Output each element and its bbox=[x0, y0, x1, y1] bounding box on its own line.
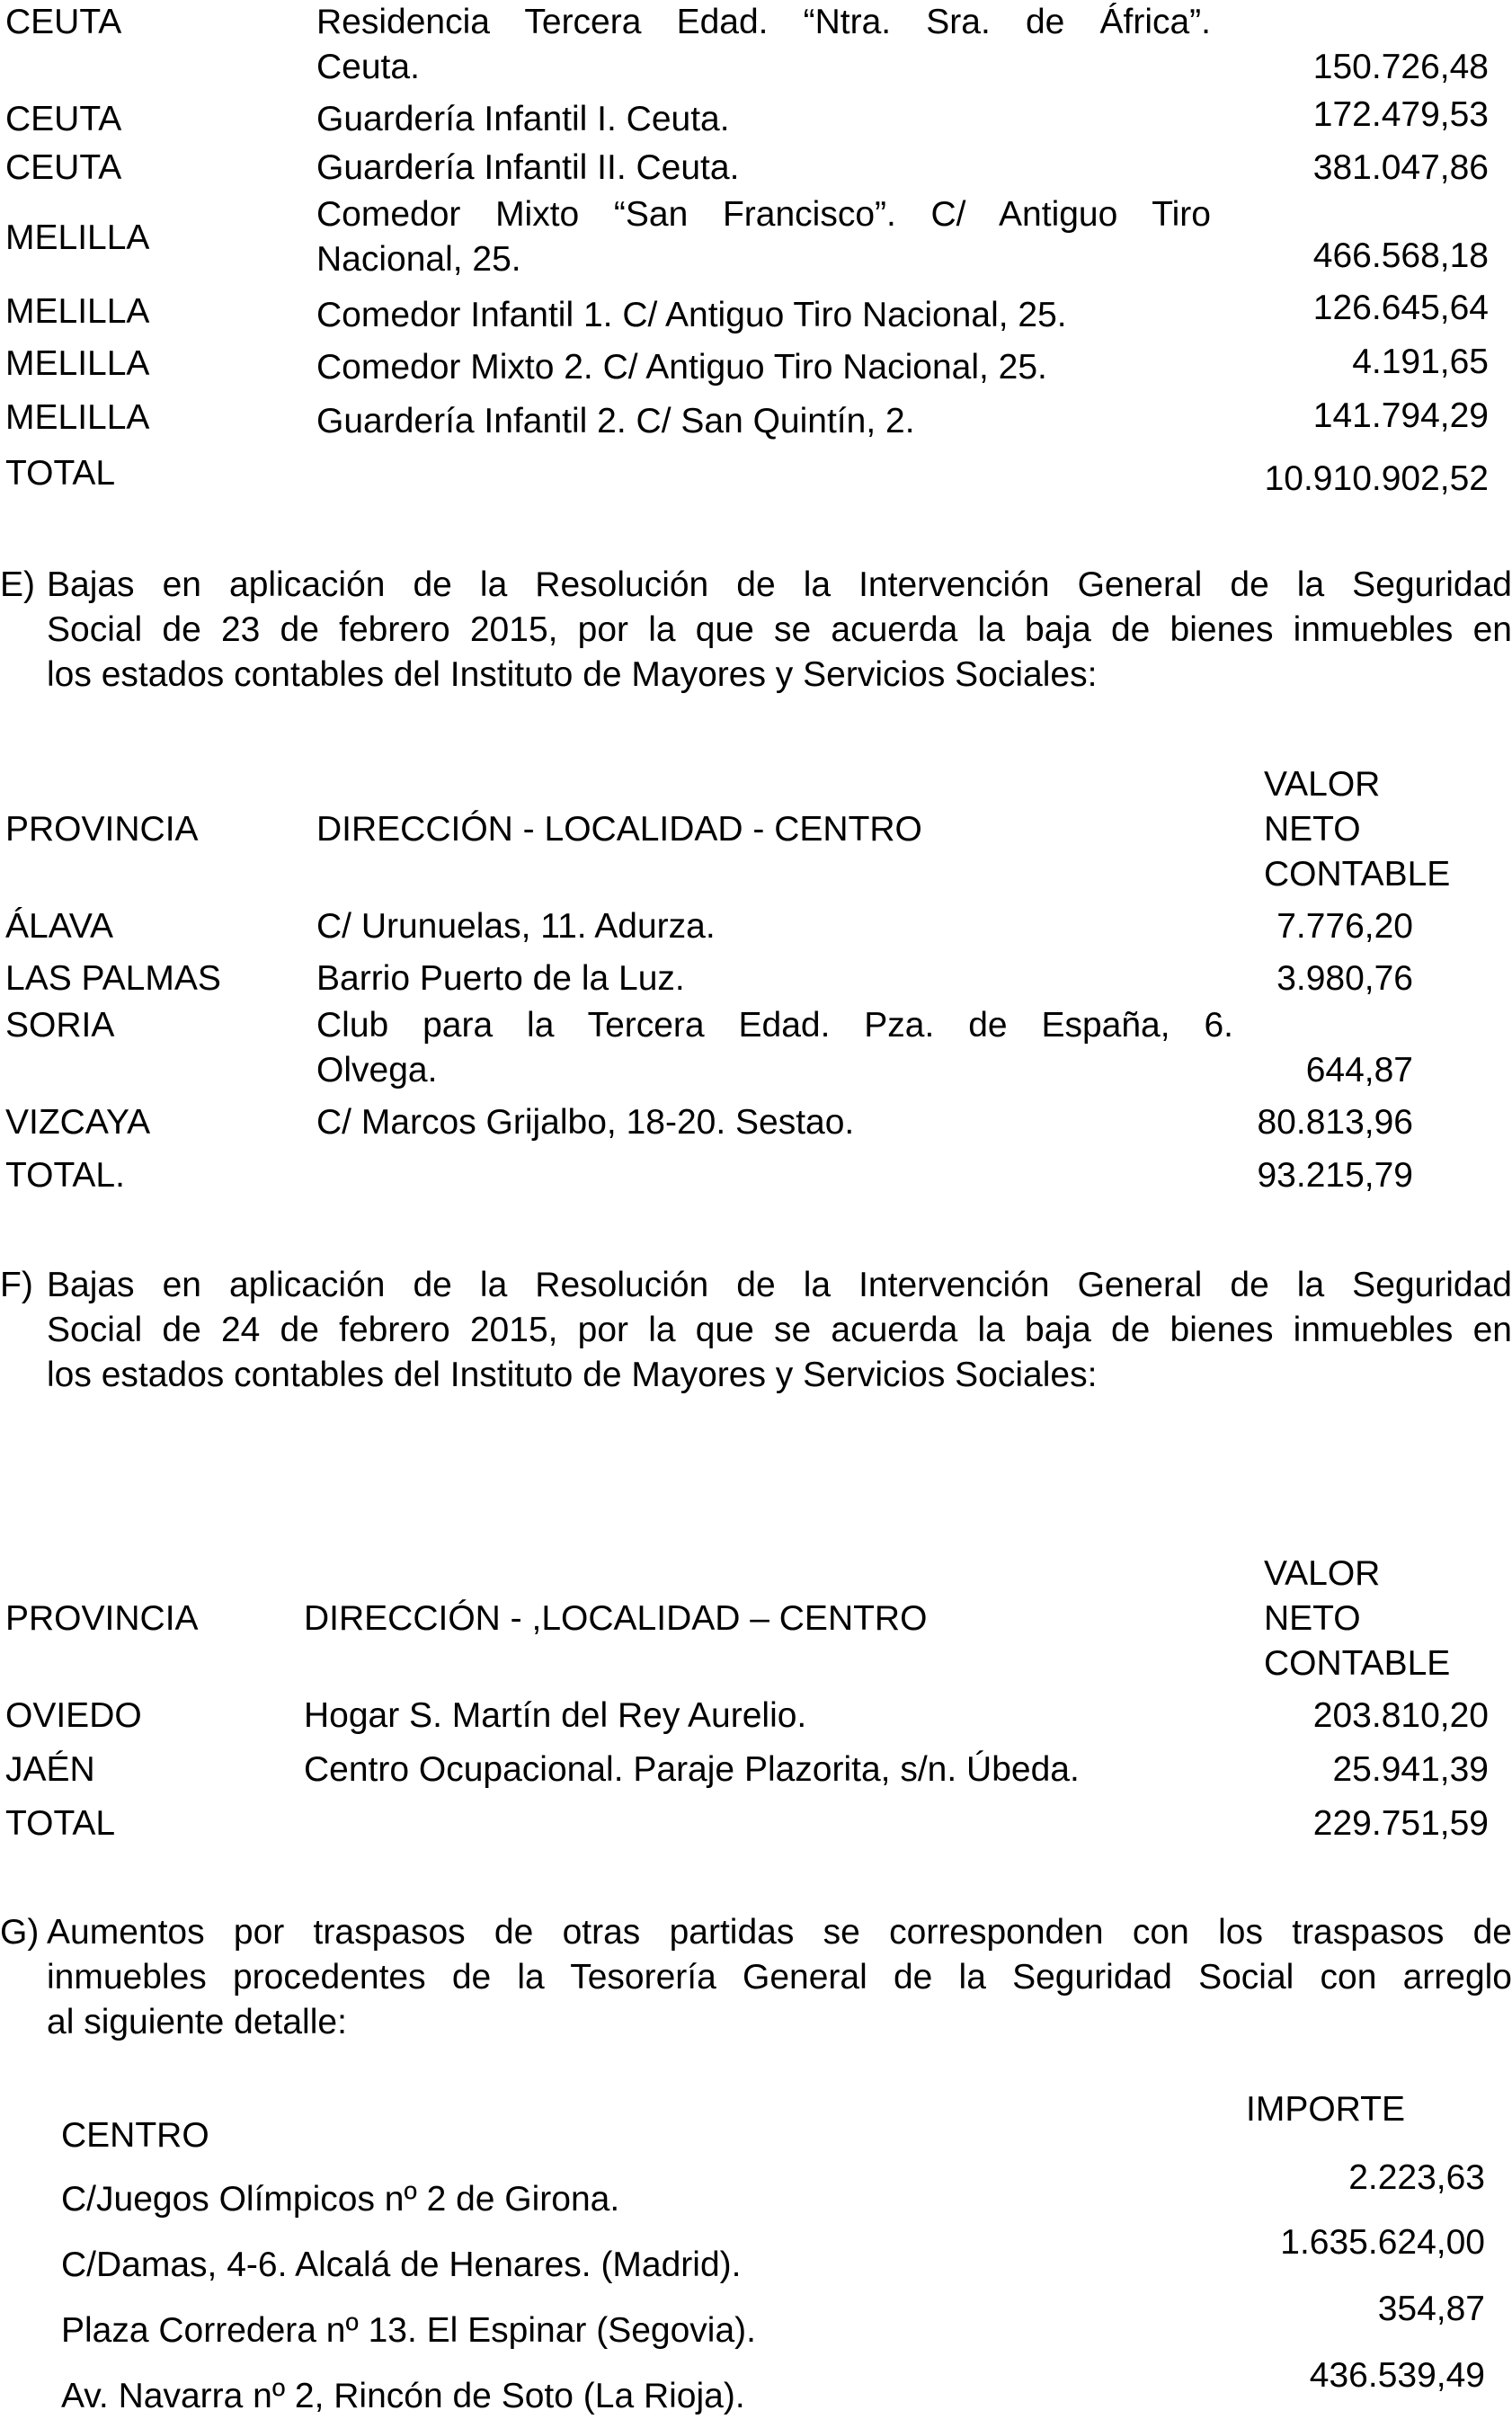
cell-direccion: Guardería Infantil 2. C/ San Quintín, 2. bbox=[316, 402, 915, 440]
cell-valor: 150.726,48 bbox=[1312, 48, 1489, 86]
cell-provincia: ÁLAVA bbox=[5, 907, 113, 946]
header-importe: IMPORTE bbox=[1246, 2090, 1405, 2129]
total-label: TOTAL bbox=[5, 1804, 116, 1843]
header-valor: NETO bbox=[1264, 810, 1361, 849]
cell-importe: 436.539,49 bbox=[1309, 2356, 1485, 2395]
header-direccion: DIRECCIÓN - LOCALIDAD - CENTRO bbox=[316, 810, 922, 849]
cell-valor: 80.813,96 bbox=[1257, 1103, 1413, 1142]
total-value: 229.751,59 bbox=[1312, 1804, 1489, 1843]
cell-importe: 354,87 bbox=[1377, 2290, 1485, 2328]
paragraph-line: al siguiente detalle: bbox=[47, 2003, 347, 2041]
cell-valor: 466.568,18 bbox=[1312, 236, 1489, 275]
cell-centro: Av. Navarra nº 2, Rincón de Soto (La Rioja). bbox=[61, 2377, 745, 2415]
cell-direccion: Comedor Mixto 2. C/ Antiguo Tiro Nacional, 25. bbox=[316, 348, 1047, 387]
cell-centro: Plaza Corredera nº 13. El Espinar (Segovia). bbox=[61, 2311, 756, 2350]
cell-centro: C/Juegos Olímpicos nº 2 de Girona. bbox=[61, 2180, 620, 2219]
cell-valor: 4.191,65 bbox=[1352, 342, 1489, 381]
cell-provincia: CEUTA bbox=[5, 100, 122, 138]
cell-direccion: Residencia Tercera Edad. “Ntra. Sra. de África”. bbox=[316, 3, 1211, 41]
section-label: G) bbox=[0, 1913, 40, 1952]
cell-valor: 644,87 bbox=[1305, 1051, 1413, 1089]
cell-centro: C/Damas, 4-6. Alcalá de Henares. (Madrid). bbox=[61, 2246, 742, 2284]
cell-provincia: OVIEDO bbox=[5, 1696, 142, 1735]
cell-valor: 25.941,39 bbox=[1332, 1750, 1489, 1789]
paragraph-line: Aumentos por traspasos de otras partidas se corresponden con los traspasos de bbox=[47, 1913, 1512, 1952]
header-valor: CONTABLE bbox=[1264, 855, 1451, 894]
header-valor: VALOR bbox=[1264, 765, 1381, 804]
cell-direccion: C/ Urunuelas, 11. Adurza. bbox=[316, 907, 716, 946]
cell-direccion: Guardería Infantil I. Ceuta. bbox=[316, 100, 730, 138]
header-valor: CONTABLE bbox=[1264, 1644, 1451, 1683]
total-label: TOTAL. bbox=[5, 1156, 125, 1195]
cell-valor: 203.810,20 bbox=[1312, 1696, 1489, 1735]
cell-provincia: MELILLA bbox=[5, 218, 150, 257]
cell-valor: 7.776,20 bbox=[1276, 907, 1413, 946]
cell-provincia: MELILLA bbox=[5, 398, 150, 437]
cell-direccion: Barrio Puerto de la Luz. bbox=[316, 959, 685, 998]
cell-provincia: JAÉN bbox=[5, 1750, 95, 1789]
total-value: 93.215,79 bbox=[1257, 1156, 1413, 1195]
cell-provincia: CEUTA bbox=[5, 148, 122, 187]
paragraph-line: los estados contables del Instituto de Mayores y Servicios Sociales: bbox=[47, 655, 1098, 694]
total-value: 10.910.902,52 bbox=[1264, 459, 1489, 498]
cell-provincia: VIZCAYA bbox=[5, 1103, 151, 1142]
cell-direccion: Nacional, 25. bbox=[316, 240, 521, 279]
cell-valor: 141.794,29 bbox=[1312, 396, 1489, 435]
paragraph-line: los estados contables del Instituto de Mayores y Servicios Sociales: bbox=[47, 1356, 1098, 1394]
cell-direccion: Club para la Tercera Edad. Pza. de España, 6. bbox=[316, 1006, 1233, 1045]
cell-direccion: Olvega. bbox=[316, 1051, 438, 1089]
cell-provincia: SORIA bbox=[5, 1006, 115, 1045]
header-direccion: DIRECCIÓN - ,LOCALIDAD – CENTRO bbox=[304, 1599, 928, 1638]
cell-direccion: C/ Marcos Grijalbo, 18-20. Sestao. bbox=[316, 1103, 855, 1142]
paragraph-line: Social de 23 de febrero 2015, por la que se acuerda la baja de bienes inmuebles en bbox=[47, 610, 1512, 649]
cell-direccion: Centro Ocupacional. Paraje Plazorita, s/n. Úbeda. bbox=[304, 1750, 1080, 1789]
cell-direccion: Hogar S. Martín del Rey Aurelio. bbox=[304, 1696, 807, 1735]
cell-direccion: Comedor Mixto “San Francisco”. C/ Antiguo Tiro bbox=[316, 195, 1211, 234]
cell-importe: 1.635.624,00 bbox=[1280, 2223, 1485, 2262]
paragraph-line: Social de 24 de febrero 2015, por la que se acuerda la baja de bienes inmuebles en bbox=[47, 1311, 1512, 1349]
paragraph-line: Bajas en aplicación de la Resolución de la Intervención General de la Seguridad bbox=[47, 1266, 1512, 1304]
header-provincia: PROVINCIA bbox=[5, 1599, 199, 1638]
header-valor: VALOR bbox=[1264, 1554, 1381, 1593]
header-centro: CENTRO bbox=[61, 2116, 209, 2155]
paragraph-line: inmuebles procedentes de la Tesorería General de la Seguridad Social con arreglo bbox=[47, 1958, 1512, 1997]
total-label: TOTAL bbox=[5, 454, 116, 493]
cell-direccion: Ceuta. bbox=[316, 48, 420, 86]
cell-valor: 126.645,64 bbox=[1312, 289, 1489, 327]
cell-provincia: CEUTA bbox=[5, 3, 122, 41]
cell-provincia: MELILLA bbox=[5, 344, 150, 383]
cell-provincia: LAS PALMAS bbox=[5, 959, 221, 998]
cell-direccion: Guardería Infantil II. Ceuta. bbox=[316, 148, 740, 187]
header-provincia: PROVINCIA bbox=[5, 810, 199, 849]
cell-valor: 381.047,86 bbox=[1312, 148, 1489, 187]
paragraph-line: Bajas en aplicación de la Resolución de la Intervención General de la Seguridad bbox=[47, 565, 1512, 604]
header-valor: NETO bbox=[1264, 1599, 1361, 1638]
section-label: E) bbox=[0, 565, 35, 604]
cell-valor: 172.479,53 bbox=[1312, 95, 1489, 134]
cell-direccion: Comedor Infantil 1. C/ Antiguo Tiro Nacional, 25. bbox=[316, 296, 1067, 334]
cell-provincia: MELILLA bbox=[5, 292, 150, 331]
cell-valor: 3.980,76 bbox=[1276, 959, 1413, 998]
section-label: F) bbox=[0, 1266, 33, 1304]
cell-importe: 2.223,63 bbox=[1348, 2158, 1485, 2197]
